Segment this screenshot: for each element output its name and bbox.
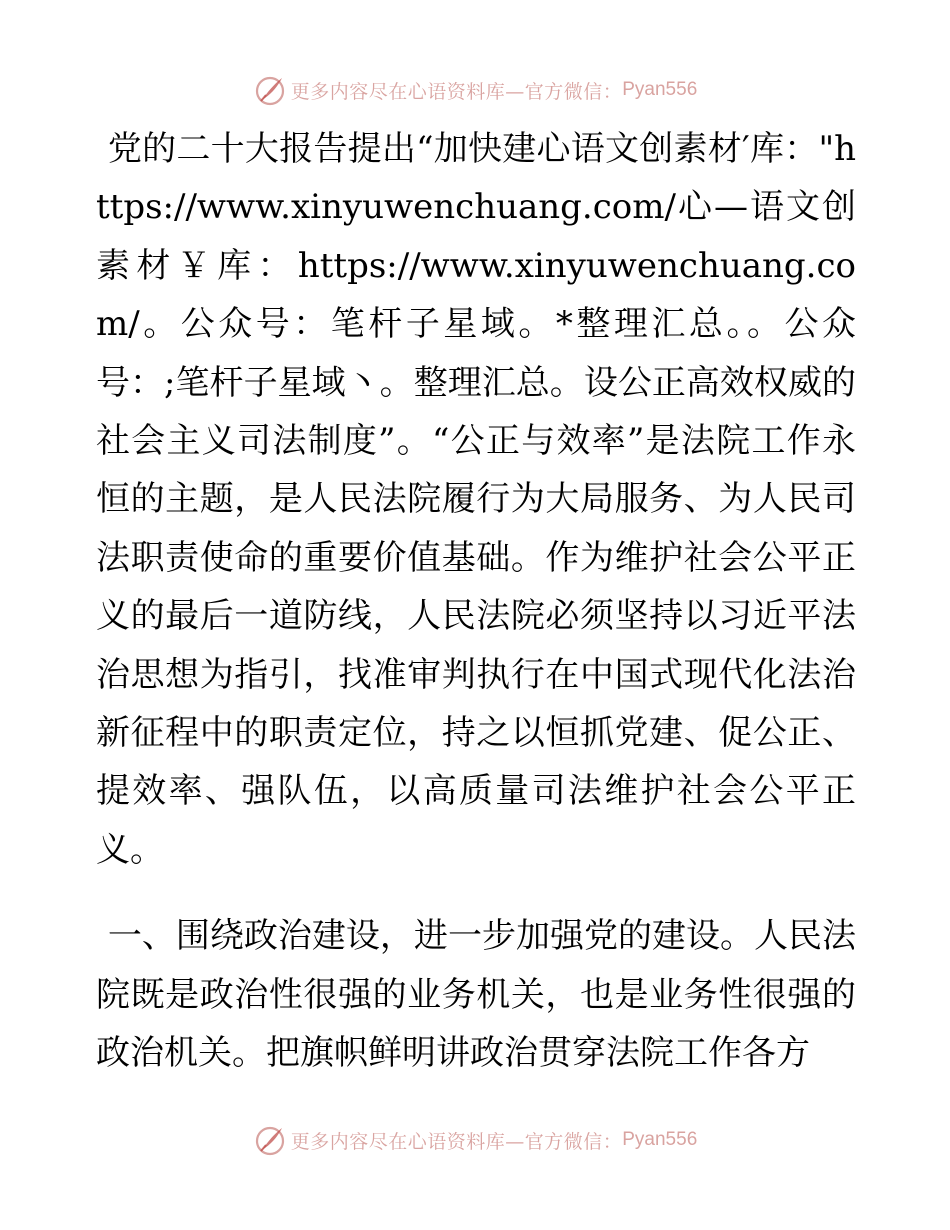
paragraph-section-one: 一、围绕政治建设，进一步加强党的建设。人民法院既是政治性很强的业务机关，也是业务性很强的政治机关。把旗帜鲜明讲政治贯穿法院工作各方 (96, 916, 856, 1074)
watermark-wechat-id: Pyan556 (622, 1129, 698, 1150)
paragraph-intro: 党的二十大报告提出“加快建心语文创素材′库："https://www.xinyuwenchuang.com/心—语文创素材￥库：https://www.xinyuwenchuang.com/。公众号：笔杆子星域。*整理汇总。。公众号：;笔杆子星域丶。整理汇总。设公正高效权威的社会主义司法制度”。“公正与效率”是法院工作永恒的主题，是人民法院履行为大局服务、为人民司法职责使命的重要价值基础。作为维护社会公平正义的最后一道防线，人民法院必须坚持以习近平法治思想为指引，找准审判执行在中国式现代化法治新征程中的职责定位，持之以恒抓党建、促公正、提效率、强队伍，以高质量司法维护社会公平正义。 (96, 129, 856, 870)
watermark-text: 更多内容尽在心语资料库—官方微信： (290, 80, 623, 103)
watermark-text: 更多内容尽在心语资料库—官方微信： (290, 1130, 623, 1153)
feather-quill-logo-icon (253, 73, 287, 107)
feather-quill-logo-icon (253, 1123, 287, 1157)
document-body (96, 120, 856, 1083)
footer-watermark (0, 1122, 950, 1158)
header-watermark (0, 72, 950, 108)
watermark-wechat-id: Pyan556 (622, 79, 698, 100)
